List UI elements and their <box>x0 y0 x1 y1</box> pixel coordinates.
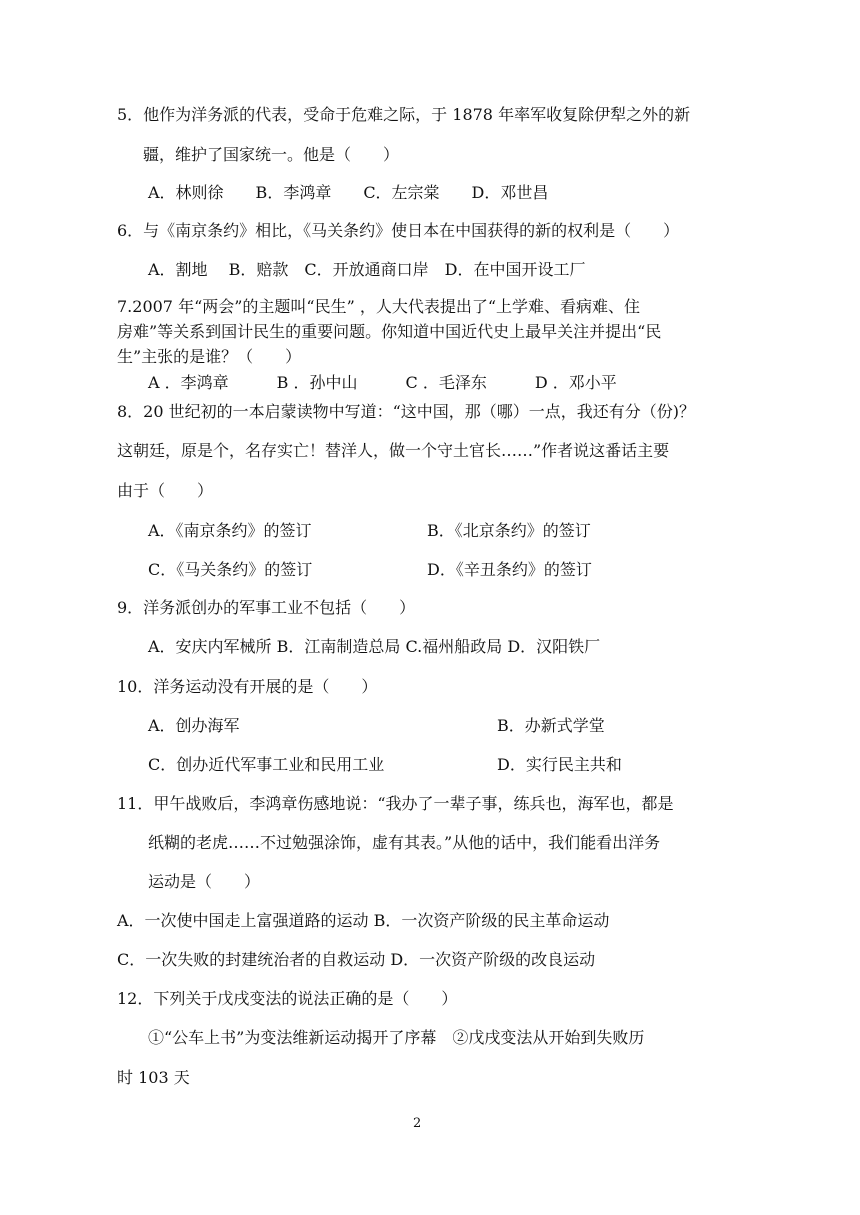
q12-item-line-2: 时 103 天 <box>117 1068 190 1087</box>
q8-stem-line-1: 8．20 世纪初的一本启蒙读物中写道：“这中国，那（哪）一点，我还有分（份)？ <box>117 402 696 421</box>
q11-options-line-1: A．一次使中国走上富强道路的运动 B．一次资产阶级的民主革命运动 <box>117 911 610 930</box>
q10-option-a: A．创办海军 <box>148 716 240 735</box>
q6-stem: 6．与《南京条约》相比，《马关条约》使日本在中国获得的新的权利是（ ） <box>117 221 680 240</box>
q8-option-d: D．《辛丑条约》的签订 <box>427 560 592 579</box>
q10-option-b: B．办新式学堂 <box>497 716 605 735</box>
q7-stem-line-2: 房难”等关系到国计民生的重要问题。你知道中国近代史上最早关注并提出“民 <box>117 322 662 341</box>
q7-options: A ．李鸿章 B ．孙中山 C ．毛泽东 D ．邓小平 <box>148 373 617 392</box>
q7-stem-line-3: 生”主张的是谁？（ ） <box>117 347 302 366</box>
q5-options: A．林则徐 B．李鸿章 C．左宗棠 D．邓世昌 <box>148 183 549 202</box>
q8-option-b: B．《北京条约》的签订 <box>427 521 591 540</box>
q5-stem-line-1: 5．他作为洋务派的代表，受命于危难之际，于 1878 年率军收复除伊犁之外的新 <box>117 105 691 124</box>
q9-stem: 9．洋务派创办的军事工业不包括（ ） <box>117 598 416 617</box>
q11-stem-line-2: 纸糊的老虎……不过勉强涂饰，虚有其表。”从他的话中，我们能看出洋务 <box>148 833 661 852</box>
q12-stem: 12．下列关于戊戌变法的说法正确的是（ ） <box>117 989 458 1008</box>
q8-option-a: A．《南京条约》的签订 <box>148 521 312 540</box>
q6-options: A．割地 B．赔款 C．开放通商口岸 D．在中国开设工厂 <box>148 260 586 279</box>
q11-stem-line-1: 11．甲午战败后，李鸿章伤感地说：“我办了一辈子事，练兵也，海军也，都是 <box>117 794 674 813</box>
q10-stem: 10．洋务运动没有开展的是（ ） <box>117 677 378 696</box>
q10-option-c: C．创办近代军事工业和民用工业 <box>148 755 385 774</box>
q11-options-line-2: C．一次失败的封建统治者的自救运动 D．一次资产阶级的改良运动 <box>117 950 596 969</box>
q5-stem-line-2: 疆，维护了国家统一。他是（ ） <box>143 145 400 164</box>
q7-stem-line-1: 7.2007 年“两会”的主题叫“民生” ，人大代表提出了“上学难、看病难、住 <box>117 297 641 316</box>
q8-stem-line-2: 这朝廷，原是个，名存实亡！替洋人，做一个守土官长……”作者说这番话主要 <box>117 441 670 460</box>
q11-stem-line-3: 运动是（ ） <box>148 872 261 891</box>
q8-option-c: C．《马关条约》的签订 <box>148 560 313 579</box>
q10-option-d: D．实行民主共和 <box>497 755 622 774</box>
q8-stem-line-3: 由于（ ） <box>117 481 214 500</box>
q12-item-line-1: ①“公车上书”为变法维新运动揭开了序幕 ②戊戌变法从开始到失败历 <box>148 1028 645 1047</box>
page-number: 2 <box>413 1116 422 1131</box>
q9-options: A．安庆内军械所 B．江南制造总局 C.福州船政局 D．汉阳铁厂 <box>148 637 601 656</box>
